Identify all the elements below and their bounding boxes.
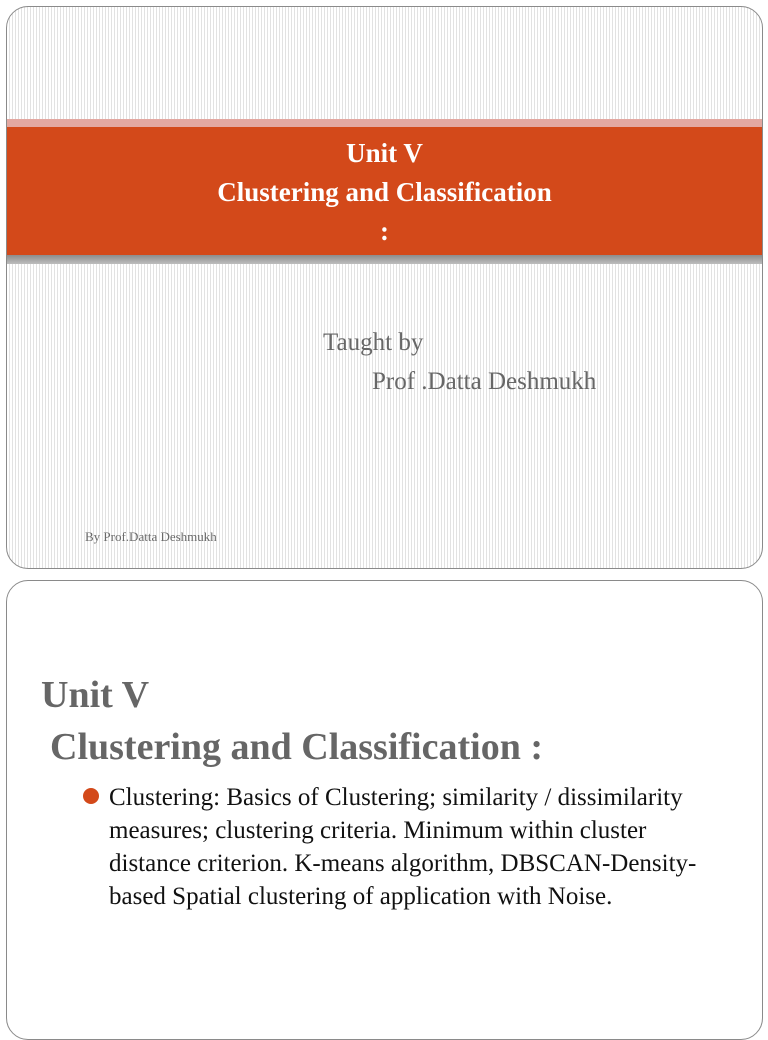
- title-band: [7, 127, 762, 255]
- title-band-highlight: [7, 119, 762, 127]
- title-line-1: Unit V: [346, 138, 423, 168]
- author-name: Prof .Datta Deshmukh: [372, 368, 597, 395]
- title-line-2: Clustering and Classification: [217, 177, 552, 207]
- bullet-item: Clustering: Basics of Clustering; similarity / dissimilarity measures; clustering criteria. Minimum within cluster distance criterion. K-means algorithm, DBSCAN-Density-based Spatial clustering of application with Noise.: [109, 784, 697, 910]
- bullet-list: [83, 781, 733, 913]
- title-band-shadow: [7, 255, 762, 264]
- title-line-3: :: [380, 216, 389, 246]
- bullet-icon: [83, 788, 99, 804]
- slide-footer: By Prof.Datta Deshmukh: [85, 529, 217, 544]
- content-slide: [6, 580, 763, 1040]
- title-slide: [6, 6, 763, 569]
- taught-by-label: Taught by: [323, 329, 424, 356]
- slide-title: [41, 669, 543, 773]
- slide-title-line-2: Clustering and Classification :: [50, 726, 543, 768]
- slide-title-line-1: Unit V: [41, 674, 150, 716]
- subtitle: [323, 323, 596, 401]
